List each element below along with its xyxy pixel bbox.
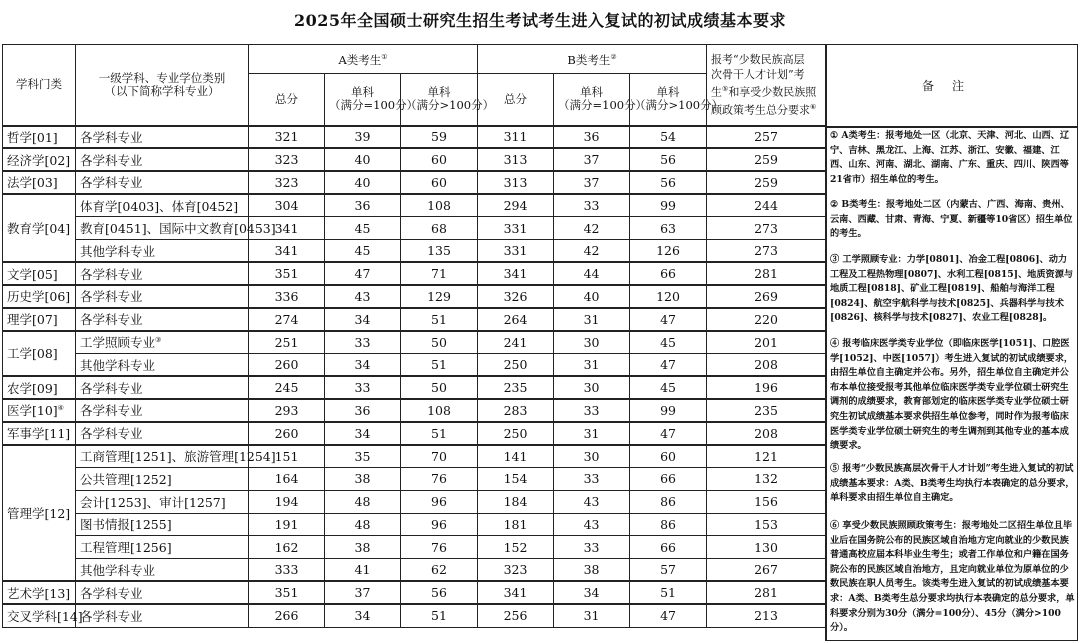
category-cell: 教育学[04] [3,194,76,262]
b-single-gt100-cell: 57 [630,559,707,582]
minority-total-cell: 273 [707,239,826,262]
minority-total-cell: 257 [707,126,826,149]
a-single-gt100-cell: 96 [401,513,478,536]
b-single-gt100-cell: 47 [630,604,707,627]
header-b-total: 总分 [478,74,554,126]
note-2: ② B类考生：报考地处二区（内蒙古、广西、海南、贵州、云南、西藏、甘肃、青海、宁夏、新疆等10省区）招生单位的考生。 [830,199,1073,240]
minority-total-cell: 281 [707,581,826,604]
score-table-container [2,44,1078,642]
category-cell: 医学[10]④ [3,399,76,422]
b-single-gt100-cell: 63 [630,217,707,240]
subject-cell: 各学科专业 [76,126,249,149]
category-cell: 法学[03] [3,171,76,194]
a-single-gt100-cell: 71 [401,262,478,285]
minority-total-cell: 201 [707,331,826,354]
subject-cell: 工学照顾专业③ [76,331,249,354]
a-total-cell: 260 [249,422,325,445]
b-single100-cell: 42 [554,239,630,262]
a-single-gt100-cell: 50 [401,331,478,354]
b-single100-cell: 37 [554,171,630,194]
b-single100-cell: 37 [554,148,630,171]
subject-cell: 各学科专业 [76,604,249,627]
subject-cell: 各学科专业 [76,399,249,422]
b-single-gt100-cell: 47 [630,353,707,376]
header-b-single-gt100: 单科 （满分>100分） [630,74,707,126]
minority-total-cell: 259 [707,171,826,194]
a-single100-cell: 33 [325,376,401,399]
b-single100-cell: 36 [554,126,630,149]
b-total-cell: 235 [478,376,554,399]
table-row [3,171,826,194]
b-total-cell: 294 [478,194,554,217]
b-single-gt100-cell: 51 [630,581,707,604]
b-total-cell: 256 [478,604,554,627]
note-6: ⑥ 享受少数民族照顾政策考生：报考地处二区招生单位且毕业后在国务院公布的民族区域自治地方定向就业的少数民族普通高校应届本科毕业生考生；或者工作单位和户籍在国务院公布的民族区域自治地方，且定向就业单位为原单位的少数民族在职人员考生。该类考生进入复试的初试成绩基本要求：A类、B类考生总分要求均执行本表确定的总分要求，单科要求分别为30分（满分=100分）、45分（满分>100分）。 [830,520,1075,634]
a-total-cell: 266 [249,604,325,627]
table-row [3,490,826,513]
a-total-cell: 304 [249,194,325,217]
b-single-gt100-cell: 126 [630,239,707,262]
a-single-gt100-cell: 96 [401,490,478,513]
a-single-gt100-cell: 51 [401,353,478,376]
header-group-a: A类考生① [249,45,478,74]
a-total-cell: 351 [249,262,325,285]
a-single-gt100-cell: 70 [401,445,478,468]
a-total-cell: 321 [249,126,325,149]
table-row [3,399,826,422]
a-single100-cell: 40 [325,171,401,194]
b-total-cell: 341 [478,262,554,285]
a-single100-cell: 38 [325,467,401,490]
b-total-cell: 154 [478,467,554,490]
a-total-cell: 194 [249,490,325,513]
minority-total-cell: 220 [707,308,826,331]
a-single100-cell: 36 [325,399,401,422]
category-cell: 历史学[06] [3,285,76,308]
minority-total-cell: 121 [707,445,826,468]
subject-cell: 图书情报[1255] [76,513,249,536]
b-single100-cell: 33 [554,536,630,559]
b-single-gt100-cell: 45 [630,376,707,399]
b-single100-cell: 31 [554,422,630,445]
minority-total-cell: 208 [707,353,826,376]
a-single100-cell: 39 [325,126,401,149]
a-single-gt100-cell: 56 [401,581,478,604]
a-single100-cell: 34 [325,422,401,445]
table-row [3,467,826,490]
category-cell: 艺术学[13] [3,581,76,604]
b-total-cell: 264 [478,308,554,331]
table-row [3,331,826,354]
a-single100-cell: 45 [325,239,401,262]
table-row [3,422,826,445]
a-single100-cell: 34 [325,308,401,331]
subject-cell: 其他学科专业 [76,239,249,262]
a-single-gt100-cell: 76 [401,467,478,490]
b-single100-cell: 34 [554,581,630,604]
b-single100-cell: 43 [554,490,630,513]
b-total-cell: 250 [478,422,554,445]
a-total-cell: 293 [249,399,325,422]
b-total-cell: 184 [478,490,554,513]
table-row [3,604,826,627]
a-total-cell: 151 [249,445,325,468]
remarks-column [825,44,1078,641]
a-total-cell: 336 [249,285,325,308]
a-single100-cell: 37 [325,581,401,604]
a-single-gt100-cell: 108 [401,399,478,422]
a-total-cell: 323 [249,171,325,194]
b-single100-cell: 43 [554,513,630,536]
category-cell: 军事学[11] [3,422,76,445]
table-row [3,194,826,217]
minority-total-cell: 259 [707,148,826,171]
category-cell: 理学[07] [3,308,76,331]
table-row [3,581,826,604]
b-single-gt100-cell: 66 [630,262,707,285]
b-total-cell: 250 [478,353,554,376]
subject-cell: 其他学科专业 [76,353,249,376]
header-group-b: B类考生② [478,45,707,74]
category-cell: 管理学[12] [3,445,76,582]
header-a-single100: 单科 （满分=100分） [325,74,401,126]
subject-cell: 公共管理[1252] [76,467,249,490]
header-a-total: 总分 [249,74,325,126]
category-cell: 农学[09] [3,376,76,399]
a-single-gt100-cell: 76 [401,536,478,559]
note-4: ④ 报考临床医学类专业学位（即临床医学[1051]、口腔医学[1052]、中医[1057]）考生进入复试的初试成绩要求，由招生单位自主确定并公布。另外，招生单位自主确定并公布本单位接受报考其他单位临床医学类专业学位硕士研究生调剂的成绩要求，教育部划定的临床医学类专业学位硕士研究生初试成绩基本要求供招生单位参考，同时作为报考临床医学类专业学位硕士研究生的考生调剂到其他专业的基本成绩要求。 [830,338,1074,452]
table-row [3,353,826,376]
a-single-gt100-cell: 68 [401,217,478,240]
minority-total-cell: 196 [707,376,826,399]
b-single-gt100-cell: 86 [630,513,707,536]
b-single100-cell: 31 [554,353,630,376]
subject-cell: 工程管理[1256] [76,536,249,559]
subject-cell: 其他学科专业 [76,559,249,582]
b-total-cell: 152 [478,536,554,559]
b-single100-cell: 30 [554,331,630,354]
b-total-cell: 313 [478,171,554,194]
score-table-body [3,126,826,628]
category-cell: 工学[08] [3,331,76,377]
minority-total-cell: 269 [707,285,826,308]
a-single-gt100-cell: 129 [401,285,478,308]
subject-cell: 体育学[0403]、体育[0452] [76,194,249,217]
header-a-single-gt100: 单科 （满分>100分） [401,74,478,126]
b-total-cell: 341 [478,581,554,604]
b-single-gt100-cell: 66 [630,467,707,490]
b-total-cell: 141 [478,445,554,468]
minority-total-cell: 130 [707,536,826,559]
a-total-cell: 191 [249,513,325,536]
a-total-cell: 323 [249,148,325,171]
a-single-gt100-cell: 51 [401,422,478,445]
b-single100-cell: 31 [554,604,630,627]
b-total-cell: 241 [478,331,554,354]
b-single-gt100-cell: 54 [630,126,707,149]
b-single100-cell: 30 [554,445,630,468]
a-single100-cell: 43 [325,285,401,308]
a-single100-cell: 45 [325,217,401,240]
table-row [3,239,826,262]
table-row [3,285,826,308]
a-single-gt100-cell: 62 [401,559,478,582]
minority-total-cell: 281 [707,262,826,285]
subject-cell: 各学科专业 [76,171,249,194]
a-single-gt100-cell: 51 [401,604,478,627]
subject-cell: 各学科专业 [76,308,249,331]
subject-cell: 工商管理[1251]、旅游管理[1254] [76,445,249,468]
a-single-gt100-cell: 60 [401,148,478,171]
a-total-cell: 164 [249,467,325,490]
table-row [3,559,826,582]
b-single100-cell: 44 [554,262,630,285]
minority-total-cell: 213 [707,604,826,627]
table-row [3,513,826,536]
subject-cell: 各学科专业 [76,262,249,285]
b-single100-cell: 42 [554,217,630,240]
b-single-gt100-cell: 56 [630,171,707,194]
b-single100-cell: 33 [554,399,630,422]
subject-cell: 教育[0451]、国际中文教育[0453] [76,217,249,240]
b-single-gt100-cell: 45 [630,331,707,354]
note-5: ⑤ 报考“少数民族高层次骨干人才计划”考生进入复试的初试成绩基本要求：A类、B类考生均执行本表确定的总分要求，单科要求由招生单位自主确定。 [830,463,1075,504]
b-total-cell: 311 [478,126,554,149]
subject-cell: 会计[1253]、审计[1257] [76,490,249,513]
table-row [3,376,826,399]
a-single100-cell: 48 [325,490,401,513]
score-table [2,44,826,628]
a-single100-cell: 40 [325,148,401,171]
b-single-gt100-cell: 60 [630,445,707,468]
b-total-cell: 326 [478,285,554,308]
minority-total-cell: 153 [707,513,826,536]
minority-total-cell: 273 [707,217,826,240]
a-single100-cell: 33 [325,331,401,354]
b-total-cell: 331 [478,217,554,240]
b-single100-cell: 38 [554,559,630,582]
category-cell: 文学[05] [3,262,76,285]
b-single100-cell: 40 [554,285,630,308]
remarks-header: 备注 [827,45,1077,128]
a-single100-cell: 36 [325,194,401,217]
a-total-cell: 245 [249,376,325,399]
page-title: 2025年全国硕士研究生招生考试考生进入复试的初试成绩基本要求 [293,11,787,30]
a-single100-cell: 41 [325,559,401,582]
b-single-gt100-cell: 99 [630,194,707,217]
b-single-gt100-cell: 99 [630,399,707,422]
a-single-gt100-cell: 108 [401,194,478,217]
a-single100-cell: 34 [325,353,401,376]
b-total-cell: 283 [478,399,554,422]
a-total-cell: 260 [249,353,325,376]
b-single100-cell: 30 [554,376,630,399]
b-single-gt100-cell: 56 [630,148,707,171]
a-single100-cell: 47 [325,262,401,285]
note-1: ① A类考生：报考地处一区（北京、天津、河北、山西、辽宁、吉林、黑龙江、上海、江苏、浙江、安徽、福建、江西、山东、河南、湖北、湖南、广东、重庆、四川、陕西等21省市）招生单位的考生。 [830,130,1070,185]
b-single100-cell: 33 [554,467,630,490]
table-row [3,308,826,331]
a-total-cell: 162 [249,536,325,559]
a-single-gt100-cell: 51 [401,308,478,331]
subject-cell: 各学科专业 [76,148,249,171]
minority-total-cell: 156 [707,490,826,513]
minority-total-cell: 244 [707,194,826,217]
b-total-cell: 323 [478,559,554,582]
b-single-gt100-cell: 66 [630,536,707,559]
subject-cell: 各学科专业 [76,422,249,445]
a-single-gt100-cell: 59 [401,126,478,149]
b-single-gt100-cell: 47 [630,308,707,331]
header-subject: 一级学科、专业学位类别 （以下简称学科专业） [76,45,249,126]
header-minority: 报考“少数民族高层 次骨干人才计划”考 生⑤和享受少数民族照 顾政策考生总分要求⑥ [707,45,826,126]
a-total-cell: 251 [249,331,325,354]
b-single100-cell: 33 [554,194,630,217]
category-cell: 交叉学科[14] [3,604,76,627]
minority-total-cell: 208 [707,422,826,445]
minority-total-cell: 267 [707,559,826,582]
table-row [3,262,826,285]
header-b-single100: 单科 （满分=100分） [554,74,630,126]
category-cell: 经济学[02] [3,148,76,171]
a-total-cell: 351 [249,581,325,604]
b-single-gt100-cell: 120 [630,285,707,308]
a-total-cell: 274 [249,308,325,331]
table-row [3,445,826,468]
b-single-gt100-cell: 86 [630,490,707,513]
a-single100-cell: 35 [325,445,401,468]
note-3: ③ 工学照顾专业：力学[0801]、冶金工程[0806]、动力工程及工程热物理[0807]、水利工程[0815]、地质资源与地质工程[0818]、矿业工程[0819]、船舶与海洋工程[0824]、航空宇航科学与技术[0825]、兵器科学与技术[0826]、核科学与技术[0827]、农业工程[0828]。 [830,254,1074,324]
category-cell: 哲学[01] [3,126,76,149]
table-row [3,536,826,559]
a-total-cell: 341 [249,217,325,240]
a-single100-cell: 34 [325,604,401,627]
a-single100-cell: 38 [325,536,401,559]
a-single-gt100-cell: 50 [401,376,478,399]
b-total-cell: 181 [478,513,554,536]
subject-cell: 各学科专业 [76,581,249,604]
header-category: 学科门类 [3,45,76,126]
table-row [3,217,826,240]
a-single100-cell: 48 [325,513,401,536]
b-total-cell: 331 [478,239,554,262]
table-row [3,148,826,171]
b-single100-cell: 31 [554,308,630,331]
a-single-gt100-cell: 60 [401,171,478,194]
subject-cell: 各学科专业 [76,285,249,308]
b-single-gt100-cell: 47 [630,422,707,445]
subject-cell: 各学科专业 [76,376,249,399]
minority-total-cell: 132 [707,467,826,490]
minority-total-cell: 235 [707,399,826,422]
a-total-cell: 341 [249,239,325,262]
b-total-cell: 313 [478,148,554,171]
a-total-cell: 333 [249,559,325,582]
table-row [3,126,826,149]
a-single-gt100-cell: 135 [401,239,478,262]
